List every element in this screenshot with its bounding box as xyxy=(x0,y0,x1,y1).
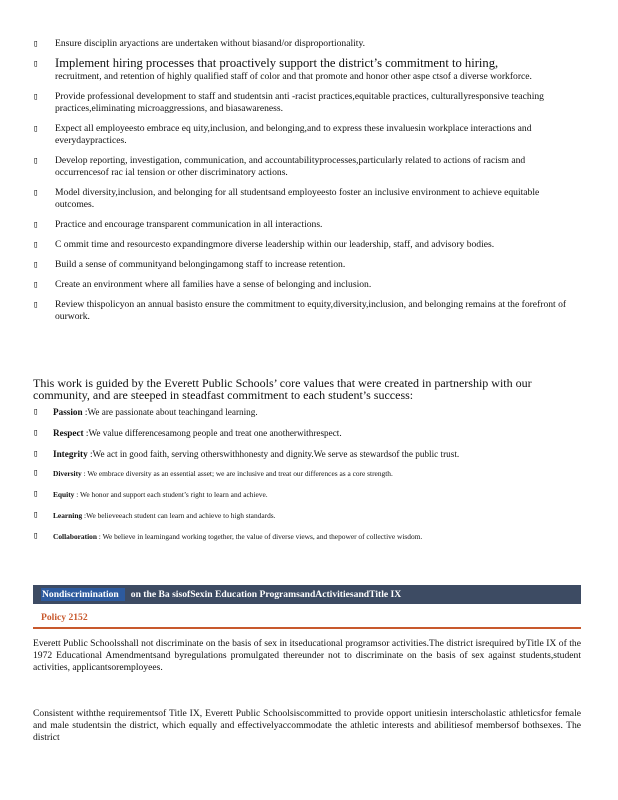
bullet-icon: ▯ xyxy=(33,156,39,166)
policy-number: Policy 2152 xyxy=(33,612,581,629)
list-item: ▯ Ensure disciplin aryactions are undertaken without biasand/or disproportionality. xyxy=(33,38,366,49)
section-title-highlight: Nondiscrimination xyxy=(41,588,125,601)
list-item: ▯ Provide professional development to staff and studentsin anti -racist practices,equitable practices, culturallyresponsive teaching practices,eliminating microaggressions, and biasawareness. xyxy=(33,91,544,114)
core-values-list xyxy=(33,407,573,542)
bullet-icon: ▯ xyxy=(33,300,39,310)
value-text: :We act in good faith, serving otherswithhonesty and dignity.We serve as stewardsof the public trust. xyxy=(90,449,460,459)
bullet-icon: ▯ xyxy=(33,188,39,198)
bullet-icon: ▯ xyxy=(33,510,39,520)
list-item: ▯ Implement hiring processes that proactively support the district’s commitment to hiring, recruitment, and retention of highly qualified staff of color and that promote and honor other aspe ctsof a diverse workforce. xyxy=(33,56,532,82)
bullet-icon: ▯ xyxy=(33,468,39,478)
list-item: ▯ Review thispolicyon an annual basisto ensure the commitment to equity,diversity,inclusion, and belonging remains at the forefront of ourwork. xyxy=(33,299,567,322)
list-item: ▯ C ommit time and resourcesto expandingmore diverse leadership within our leadership, staff, and advisory bodies. xyxy=(33,239,495,250)
bullet-icon: ▯ xyxy=(33,531,39,541)
value-term: Respect xyxy=(53,428,84,438)
list-item: ▯ Develop reporting, investigation, communication, and accountabilityprocesses,particularly related to actions of racism and occurrencesof rac ial tension or other discriminatory actions. xyxy=(33,155,526,178)
value-item xyxy=(33,489,573,500)
bullet-icon: ▯ xyxy=(33,489,39,499)
value-term: Diversity xyxy=(53,469,82,478)
bullet-icon: ▯ xyxy=(33,220,39,230)
value-text: : We believe in learningand working together, the value of diverse views, and thepower of collective wisdom. xyxy=(98,532,423,541)
bullet-icon: ▯ xyxy=(33,124,39,134)
value-item xyxy=(33,449,573,460)
value-item xyxy=(33,407,573,418)
value-text: :We value differencesamong people and treat one anotherwithrespect. xyxy=(85,428,342,438)
bullet-icon: ▯ xyxy=(33,280,39,290)
commitments-list xyxy=(33,38,573,323)
value-text: : We embrace diversity as an essential asset; we are inclusive and treat our differences as a core strength. xyxy=(83,469,393,478)
list-item: ▯ Build a sense of communityand belongingamong staff to increase retention. xyxy=(33,259,346,270)
value-text: :We believeeach student can learn and achieve to high standards. xyxy=(84,511,276,520)
value-term: Integrity xyxy=(53,449,88,459)
value-item xyxy=(33,510,573,521)
value-term: Equity xyxy=(53,490,75,499)
body-paragraph: Everett Public Schoolsshall not discriminate on the basis of sex in itseducational programsor activities.The district isrequired byTitle IX of the 1972 Educational Amendmentsand byregulations promulgated thereunder not to discriminate on the basis of sex against students,student activities, applicantsoremployees. xyxy=(33,638,581,673)
value-item xyxy=(33,468,573,479)
bullet-icon: ▯ xyxy=(33,92,39,102)
value-text: :We are passionate about teachingand learning. xyxy=(84,407,258,417)
list-item: ▯ Practice and encourage transparent communication in all interactions. xyxy=(33,219,323,230)
bullet-icon: ▯ xyxy=(33,39,39,49)
bullet-icon: ▯ xyxy=(33,449,39,459)
core-values-intro: This work is guided by the Everett Public Schools’ core values that were created in partnership with our community, and are steeped in steadfast commitment to each student’s success: xyxy=(33,376,532,402)
bullet-icon: ▯ xyxy=(33,59,39,69)
value-term: Passion xyxy=(53,407,83,417)
section-title-banner xyxy=(33,585,581,604)
list-item: ▯ Create an environment where all families have a sense of belonging and inclusion. xyxy=(33,279,372,290)
bullet-icon: ▯ xyxy=(33,240,39,250)
section-title-rest: on the Ba sisofSexin Education ProgramsandActivitiesandTitle IX xyxy=(130,589,402,600)
value-term: Learning xyxy=(53,511,83,520)
value-item xyxy=(33,531,573,542)
value-item xyxy=(33,428,573,439)
list-item: ▯ Expect all employeesto embrace eq uity,inclusion, and belonging,and to express these invaluesin workplace interactions and everydaypractices. xyxy=(33,123,532,146)
bullet-icon: ▯ xyxy=(33,260,39,270)
list-item: ▯ Model diversity,inclusion, and belonging for all studentsand employeesto foster an inclusive environment to achieve equitable outcomes. xyxy=(33,187,540,210)
bullet-icon: ▯ xyxy=(33,407,39,417)
value-term: Collaboration xyxy=(53,532,97,541)
body-paragraph: Consistent withthe requirementsof Title IX, Everett Public Schoolsiscommitted to provide opport unitiesin interscholastic athleticsfor female and male studentsin the district, which equally and effectivelyaccommodate the athletic interests and abilitiesof membersof bothsexes. The district xyxy=(33,708,581,743)
bullet-icon: ▯ xyxy=(33,428,39,438)
value-text: : We honor and support each student’s right to learn and achieve. xyxy=(76,490,268,499)
